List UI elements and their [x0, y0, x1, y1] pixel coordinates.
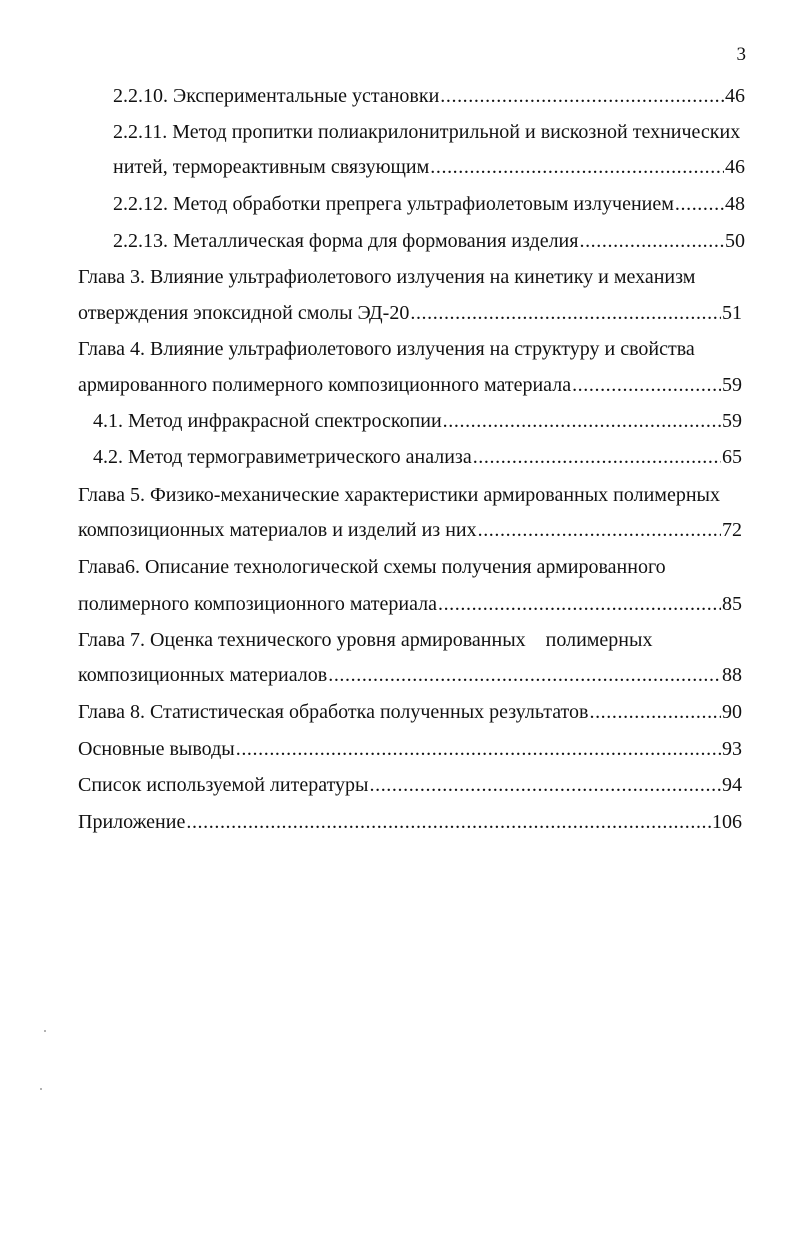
toc-entry-page: 46 — [725, 85, 745, 107]
toc-entry-chapter-6-continued — [78, 588, 742, 616]
toc-entry-chapter-7 — [78, 624, 742, 652]
toc-entry-references — [78, 769, 742, 797]
toc-leader-dots — [443, 409, 721, 433]
toc-entry-title: композиционных материалов — [78, 664, 328, 686]
toc-leader-dots — [236, 737, 721, 761]
toc-entry-title: 4.1. Метод инфракрасной спектроскопии — [93, 410, 442, 432]
toc-entry-page: 90 — [722, 701, 742, 723]
toc-entry-title: 4.2. Метод термогравиметрического анализа — [93, 446, 472, 468]
scan-speck — [40, 1088, 42, 1090]
toc-entry-2-2-10 — [113, 80, 745, 108]
toc-entry-title: Глава 8. Статистическая обработка полученных результатов — [78, 701, 589, 723]
toc-leader-dots — [410, 301, 721, 325]
toc-entry-title: Глава 5. Физико-механические характеристики армированных полимерных — [78, 484, 720, 506]
toc-entry-title: отверждения эпоксидной смолы ЭД-20 — [78, 302, 410, 324]
toc-entry-title: полимерного композиционного материала — [78, 593, 437, 615]
toc-entry-chapter-6 — [78, 551, 742, 579]
toc-entry-page: 94 — [722, 774, 742, 796]
toc-entry-page: 93 — [722, 738, 742, 760]
toc-entry-page: 59 — [722, 410, 742, 432]
toc-entry-2-2-11-continued — [113, 151, 745, 179]
toc-entry-title: армированного полимерного композиционного материала — [78, 374, 572, 396]
toc-entry-appendix — [78, 806, 742, 834]
toc-entry-2-2-11 — [113, 116, 745, 144]
toc-entry-chapter-4 — [78, 333, 742, 361]
toc-leader-dots — [478, 518, 721, 542]
toc-leader-dots — [440, 84, 724, 108]
toc-entry-chapter-5 — [78, 479, 742, 507]
toc-leader-dots — [572, 373, 721, 397]
toc-entry-title: 2.2.13. Металлическая форма для формования изделия — [113, 230, 579, 252]
toc-entry-2-2-13 — [113, 225, 745, 253]
scan-speck — [44, 1030, 46, 1032]
toc-leader-dots — [186, 810, 711, 834]
toc-leader-dots — [370, 773, 722, 797]
toc-entry-page: 106 — [712, 811, 742, 833]
toc-entry-title: нитей, термореактивным связующим — [113, 156, 430, 178]
toc-entry-page: 65 — [722, 446, 742, 468]
toc-entry-page: 59 — [722, 374, 742, 396]
toc-entry-conclusions — [78, 733, 742, 761]
toc-entry-title: Глава 7. Оценка технического уровня армированных полимерных — [78, 629, 653, 651]
toc-entry-title: Глава6. Описание технологической схемы получения армированного — [78, 556, 666, 578]
toc-entry-2-2-12 — [113, 188, 745, 216]
toc-entry-title: Основные выводы — [78, 738, 235, 760]
toc-entry-title: 2.2.12. Метод обработки препрега ультрафиолетовым излучением — [113, 193, 674, 215]
toc-entry-page: 88 — [722, 664, 742, 686]
toc-entry-page: 85 — [722, 593, 742, 615]
toc-entry-page: 72 — [722, 519, 742, 541]
toc-entry-page: 51 — [722, 302, 742, 324]
toc-entry-title: Список используемой литературы — [78, 774, 369, 796]
toc-entry-chapter-8 — [78, 696, 742, 724]
toc-entry-title: Глава 4. Влияние ультрафиолетового излучения на структуру и свойства — [78, 338, 695, 360]
toc-entry-chapter-7-continued — [78, 659, 742, 687]
toc-entry-page: 48 — [725, 193, 745, 215]
toc-entry-title: Приложение — [78, 811, 186, 833]
toc-leader-dots — [473, 445, 721, 469]
toc-leader-dots — [589, 700, 721, 724]
page-number: 3 — [736, 44, 746, 65]
toc-entry-chapter-5-continued — [78, 514, 742, 542]
toc-entry-chapter-3-continued — [78, 297, 742, 325]
toc-entry-title: 2.2.11. Метод пропитки полиакрилонитрильной и вискозной технических — [113, 121, 741, 143]
toc-leader-dots — [438, 592, 721, 616]
toc-entry-4-2 — [93, 441, 742, 469]
toc-leader-dots — [675, 192, 724, 216]
toc-leader-dots — [430, 155, 724, 179]
toc-entry-chapter-3 — [78, 261, 742, 289]
toc-leader-dots — [579, 229, 724, 253]
toc-leader-dots — [328, 663, 721, 687]
toc-entry-page: 50 — [725, 230, 745, 252]
toc-entry-page: 46 — [725, 156, 745, 178]
toc-entry-chapter-4-continued — [78, 369, 742, 397]
toc-entry-4-1 — [93, 405, 742, 433]
toc-entry-title: Глава 3. Влияние ультрафиолетового излучения на кинетику и механизм — [78, 266, 696, 288]
toc-entry-title: 2.2.10. Экспериментальные установки — [113, 85, 440, 107]
toc-entry-title: композиционных материалов и изделий из них — [78, 519, 477, 541]
